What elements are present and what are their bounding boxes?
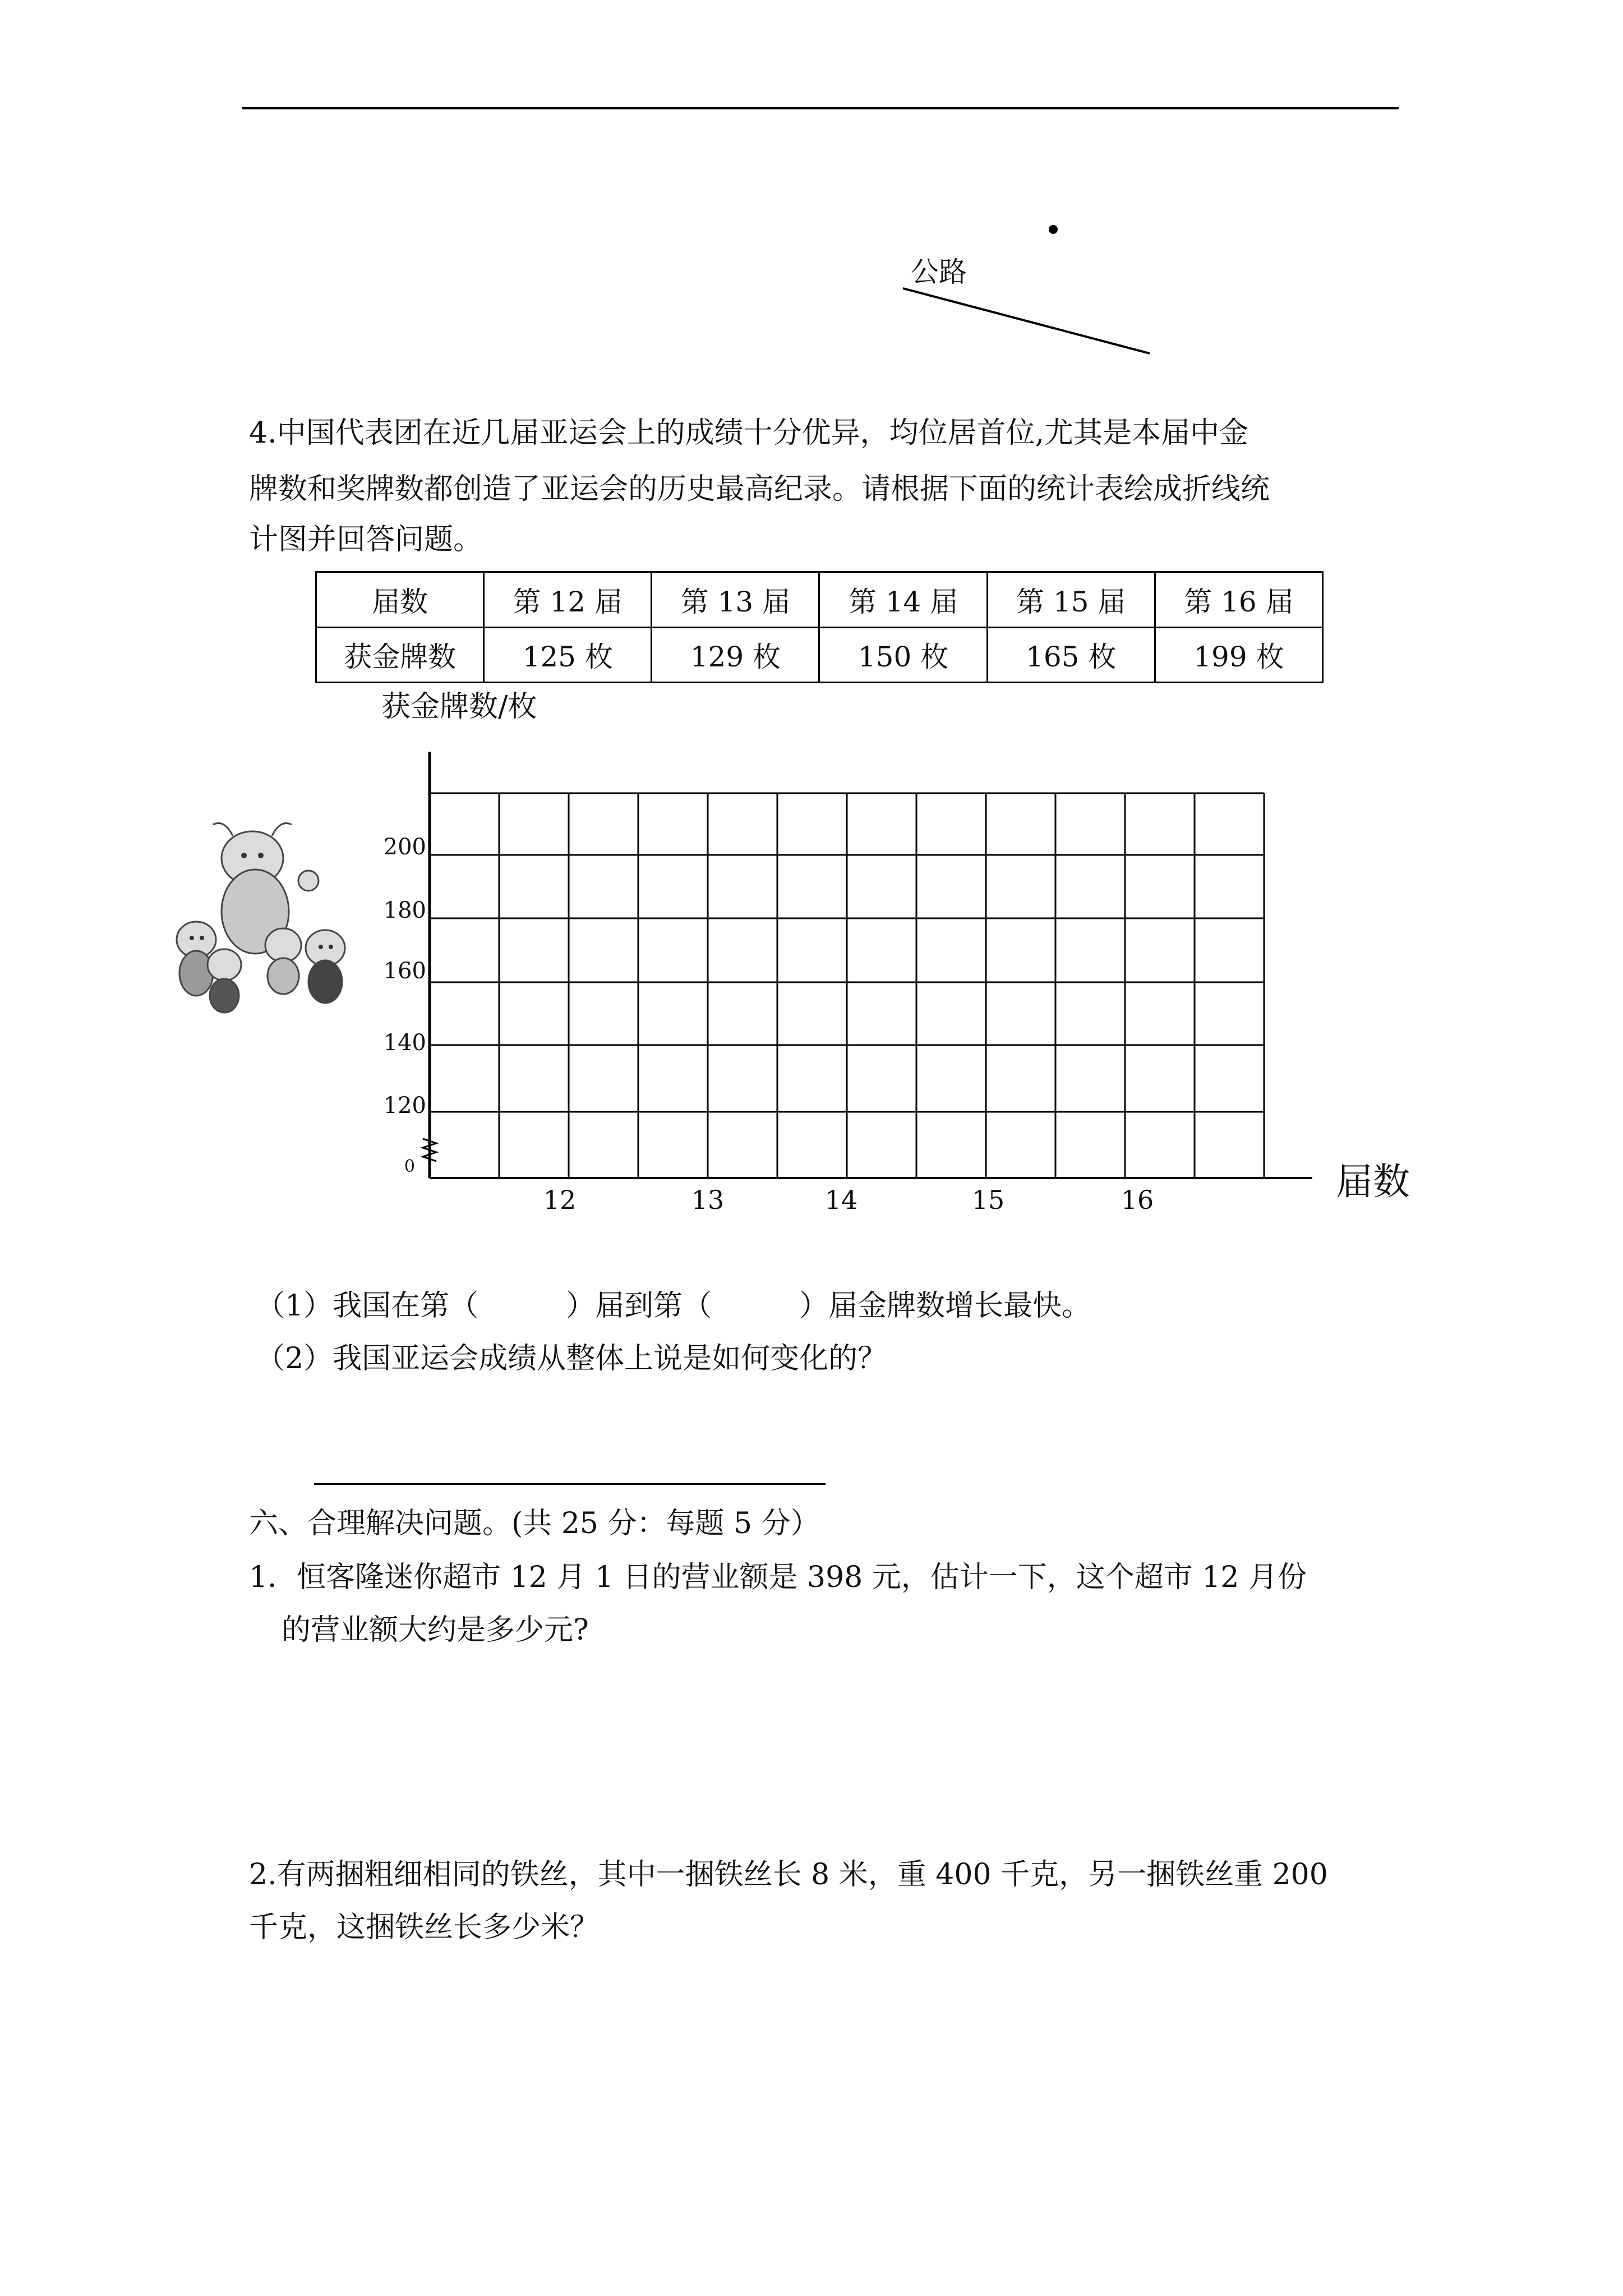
table-cell: 第 15 届 bbox=[987, 572, 1155, 628]
table-cell: 第 14 届 bbox=[819, 572, 987, 628]
section-6-heading: 六、合理解决问题。(共 25 分：每题 5 分） bbox=[249, 1507, 820, 1540]
chart-grid bbox=[430, 793, 1264, 1178]
problem-2-line-1: 2.有两捆粗细相同的铁丝，其中一捆铁丝长 8 米，重 400 千克，另一捆铁丝重 200 bbox=[249, 1858, 1328, 1892]
table-header-row bbox=[316, 572, 1323, 628]
point-marker bbox=[1049, 225, 1058, 234]
x-tick-label: 14 bbox=[824, 1185, 858, 1215]
answer-line bbox=[314, 1483, 826, 1485]
q4-line-1: 4.中国代表团在近几届亚运会上的成绩十分优异，均位居首位,尤其是本届中金 bbox=[249, 416, 1249, 450]
q4-sub-question-2: （2）我国亚运会成绩从整体上说是如何变化的？ bbox=[256, 1342, 887, 1375]
y-tick-label: 140 bbox=[383, 1030, 426, 1056]
x-tick-label: 12 bbox=[543, 1185, 577, 1215]
line-chart-grid bbox=[415, 746, 1324, 1195]
table-cell: 150 枚 bbox=[819, 627, 987, 683]
medal-table bbox=[315, 571, 1324, 683]
table-cell: 获金牌数 bbox=[316, 627, 484, 683]
problem-1-line-2: 的营业额大约是多少元? bbox=[282, 1613, 589, 1647]
x-tick-label: 16 bbox=[1121, 1185, 1154, 1215]
table-cell: 129 枚 bbox=[652, 627, 819, 683]
table-cell: 199 枚 bbox=[1155, 627, 1322, 683]
table-cell: 第 13 届 bbox=[652, 572, 819, 628]
y-tick-label: 200 bbox=[383, 834, 426, 860]
chart-axes bbox=[423, 752, 1312, 1178]
chart-xlabel: 届数 bbox=[1336, 1160, 1410, 1203]
road-line bbox=[897, 280, 1155, 359]
table-cell: 125 枚 bbox=[484, 627, 652, 683]
y-tick-label: 180 bbox=[383, 898, 426, 923]
road-label: 公路 bbox=[911, 256, 967, 288]
table-row bbox=[316, 627, 1323, 683]
q4-line-2: 牌数和奖牌数都创造了亚运会的历史最高纪录。请根据下面的统计表绘成折线统 bbox=[249, 472, 1270, 506]
y-tick-label: 160 bbox=[383, 958, 426, 984]
y-tick-label: 0 bbox=[404, 1157, 415, 1176]
x-tick-label: 13 bbox=[691, 1185, 725, 1215]
problem-1-line-1: 1．恒客隆迷你超市 12 月 1 日的营业额是 398 元，估计一下，这个超市 12 月份 bbox=[249, 1561, 1307, 1594]
table-cell: 165 枚 bbox=[987, 627, 1155, 683]
table-cell: 届数 bbox=[316, 572, 484, 628]
q4-sub-question-1: （1）我国在第（ ）届到第（ ）届金牌数增长最快。 bbox=[256, 1289, 1091, 1323]
table-cell: 第 12 届 bbox=[484, 572, 652, 628]
y-tick-label: 120 bbox=[383, 1093, 426, 1119]
problem-2-line-2: 千克，这捆铁丝长多少米？ bbox=[249, 1911, 600, 1944]
chart-ylabel: 获金牌数/枚 bbox=[381, 690, 537, 724]
mascot-illustration bbox=[140, 813, 365, 1027]
q4-line-3: 计图并回答问题。 bbox=[249, 523, 483, 556]
table-cell: 第 16 届 bbox=[1155, 572, 1322, 628]
top-rule bbox=[242, 107, 1399, 109]
x-tick-label: 15 bbox=[971, 1185, 1005, 1215]
